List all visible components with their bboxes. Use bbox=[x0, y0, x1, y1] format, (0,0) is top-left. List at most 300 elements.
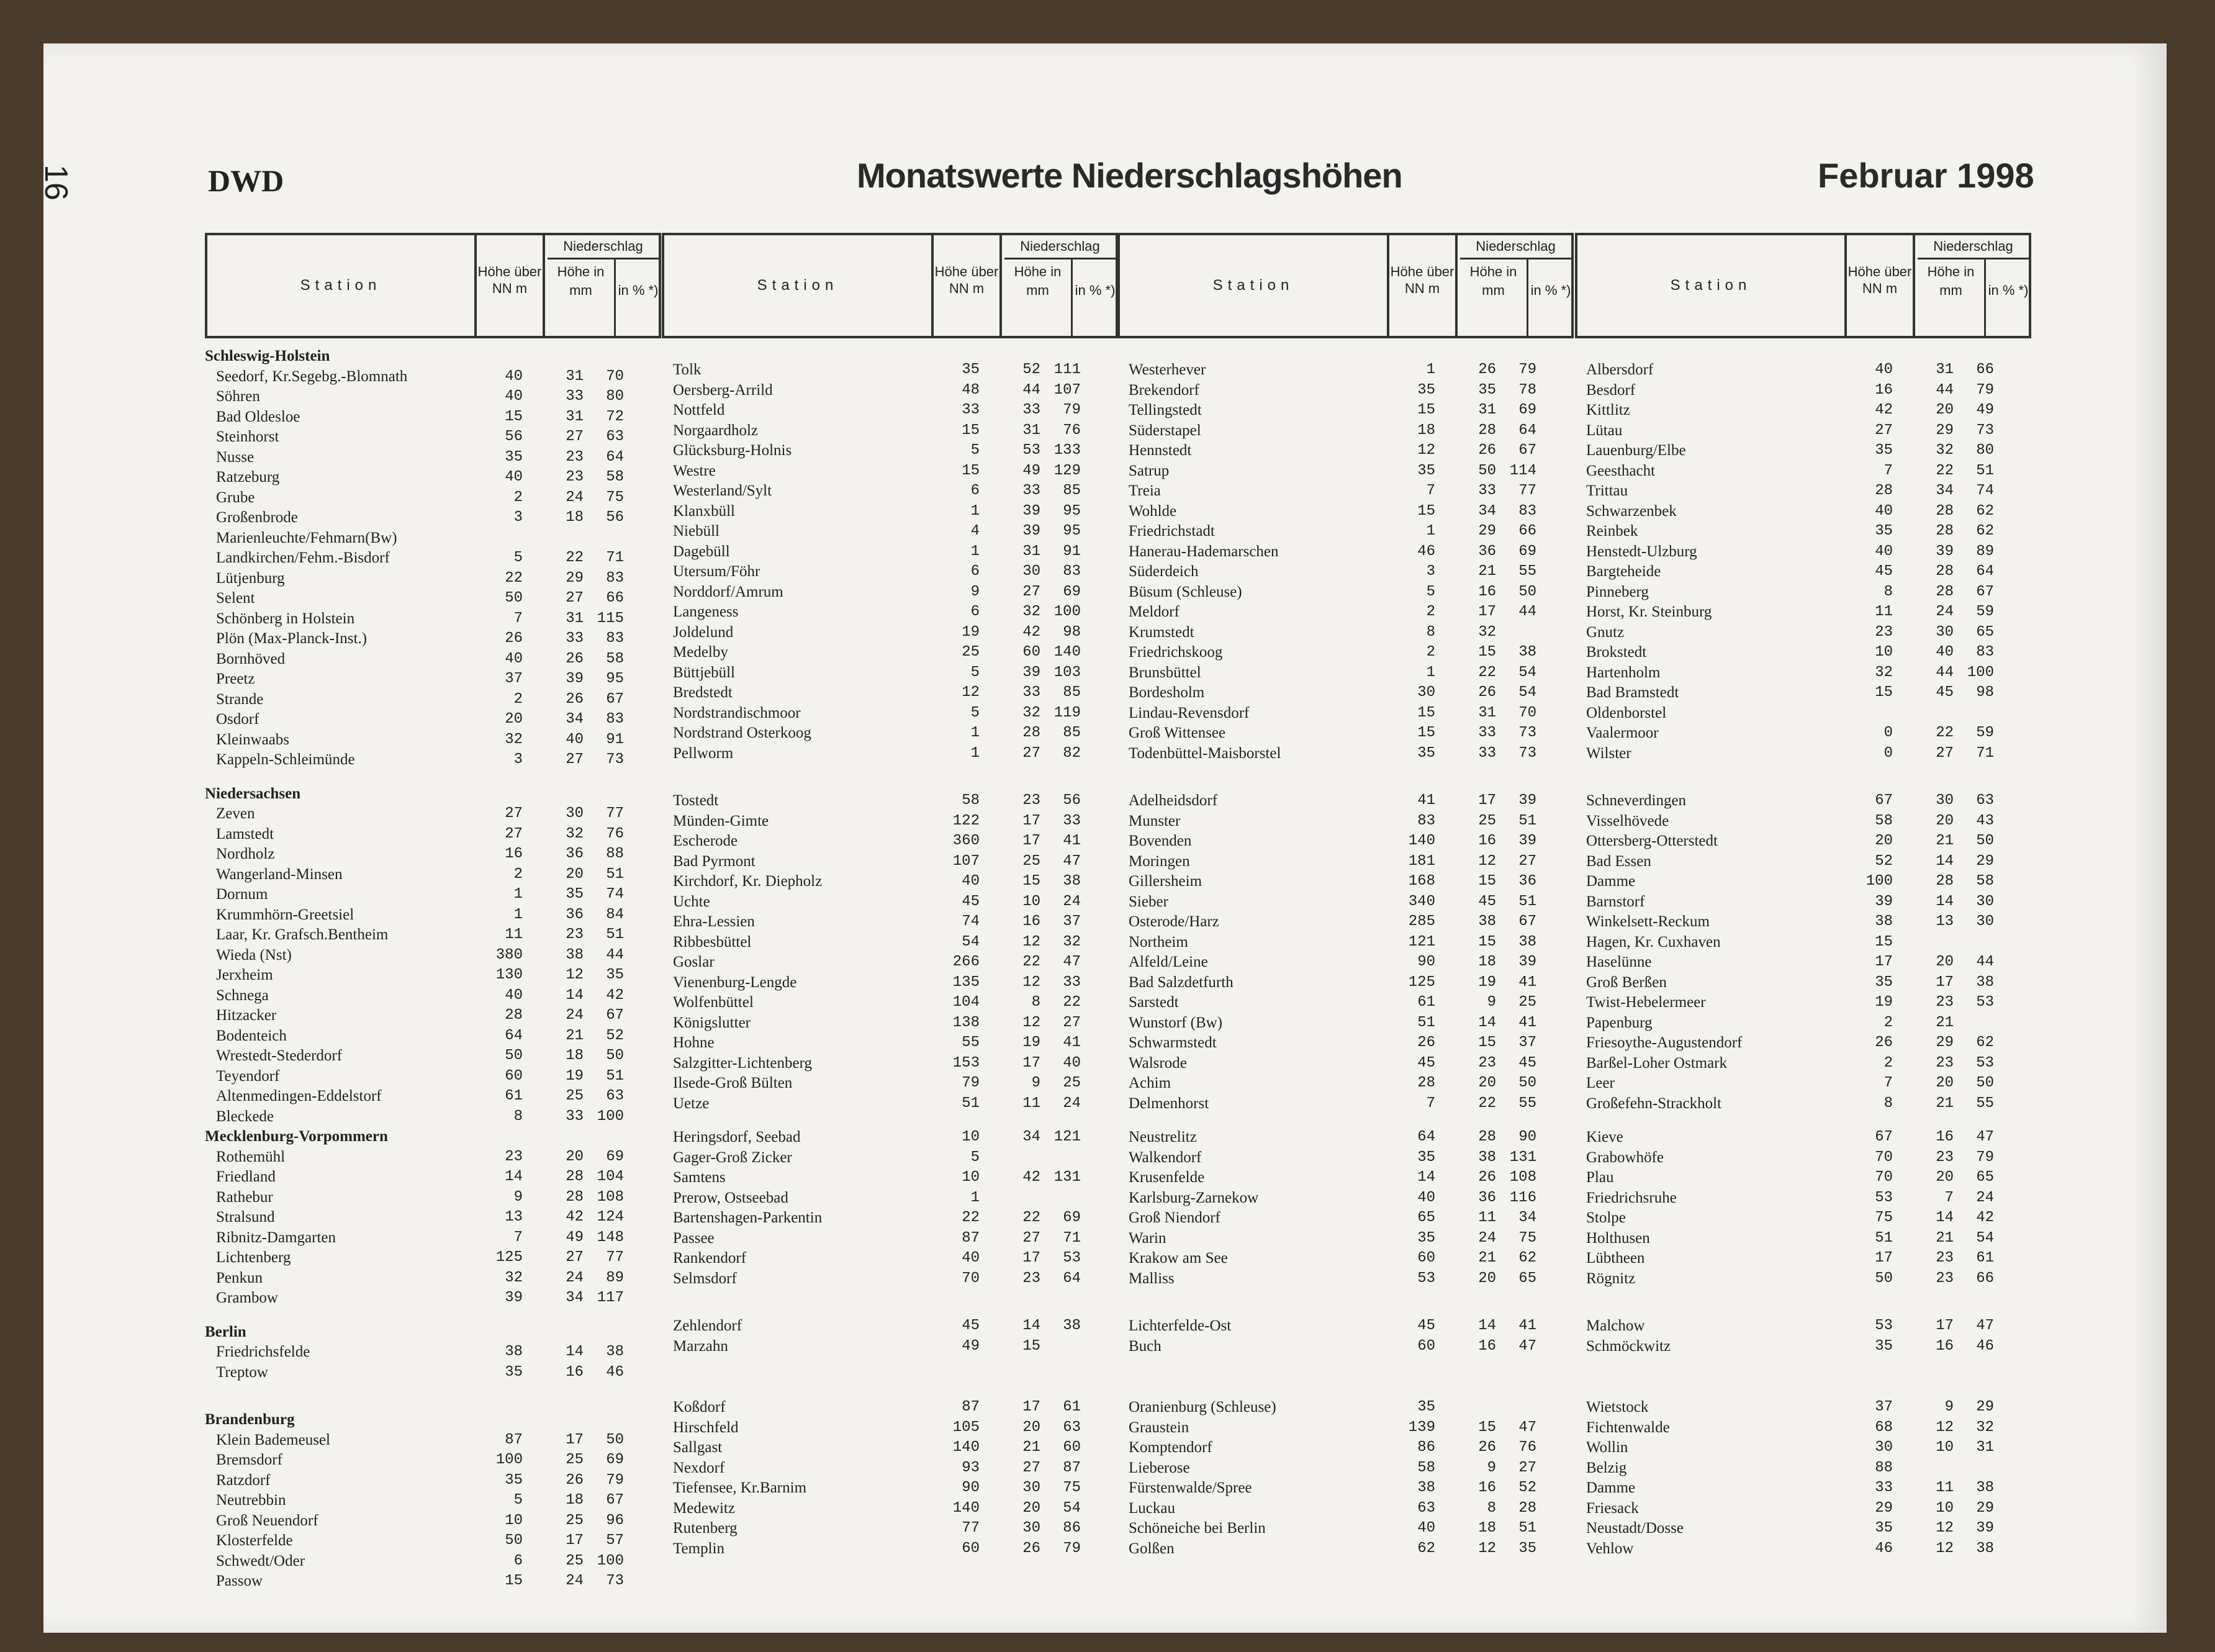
header-hoehe-nn: Höhe über NN m bbox=[477, 235, 545, 336]
hoehe-nn-value: 62 bbox=[1417, 1540, 1435, 1557]
niederschlag-pct-value: 29 bbox=[1976, 1499, 1994, 1517]
hoehe-nn-value: 35 bbox=[1875, 1337, 1893, 1355]
station-row bbox=[662, 482, 1118, 503]
hoehe-nn-value: 30 bbox=[1875, 1439, 1893, 1456]
station-name: Zehlendorf bbox=[673, 1317, 742, 1334]
niederschlag-pct-value: 38 bbox=[1518, 933, 1536, 950]
niederschlag-pct-value: 47 bbox=[1976, 1317, 1994, 1334]
station-row bbox=[1117, 1520, 1574, 1540]
station-row bbox=[1575, 1270, 2031, 1291]
niederschlag-pct-value: 77 bbox=[606, 805, 624, 822]
station-name: Wietstock bbox=[1586, 1399, 1649, 1415]
station-name: Osdorf bbox=[216, 711, 259, 728]
hoehe-nn-value: 9 bbox=[513, 1188, 523, 1206]
hoehe-nn-value: 1 bbox=[970, 543, 980, 560]
station-name: Trittau bbox=[1586, 482, 1628, 499]
niederschlag-mm-value: 28 bbox=[566, 1188, 584, 1206]
station-row bbox=[1575, 792, 2031, 813]
niederschlag-pct-value: 41 bbox=[1518, 1014, 1536, 1031]
station-row bbox=[1117, 1419, 1574, 1440]
region-heading bbox=[205, 1324, 661, 1344]
row-spacer bbox=[1575, 779, 2031, 792]
station-name: Fichtenwalde bbox=[1586, 1419, 1670, 1436]
hoehe-nn-value: 138 bbox=[952, 1014, 980, 1031]
hoehe-nn-value: 56 bbox=[505, 428, 523, 445]
station-name: Münden-Gimte bbox=[673, 812, 769, 829]
niederschlag-pct-value: 55 bbox=[1518, 1095, 1536, 1112]
niederschlag-pct-value: 39 bbox=[1976, 1520, 1994, 1537]
station-row bbox=[1117, 664, 1574, 685]
station-name: Plau bbox=[1586, 1169, 1614, 1186]
niederschlag-pct-value: 41 bbox=[1063, 833, 1081, 849]
hoehe-nn-value: 1 bbox=[970, 502, 980, 520]
hoehe-nn-value: 83 bbox=[1417, 812, 1435, 829]
region-name: Niedersachsen bbox=[205, 785, 301, 802]
hoehe-nn-value: 15 bbox=[1875, 933, 1893, 950]
station-row bbox=[662, 1014, 1118, 1035]
hoehe-nn-value: 15 bbox=[1417, 704, 1435, 721]
niederschlag-mm-value: 33 bbox=[1022, 482, 1040, 499]
station-row bbox=[1117, 853, 1574, 873]
station-row bbox=[1575, 523, 2031, 543]
header-in-percent: in % *) bbox=[1075, 282, 1116, 298]
station-name: Golßen bbox=[1129, 1540, 1175, 1557]
niederschlag-pct-value: 79 bbox=[1976, 381, 1994, 399]
niederschlag-pct-value: 75 bbox=[1518, 1229, 1536, 1247]
hoehe-nn-value: 37 bbox=[505, 670, 523, 687]
station-name: Strande bbox=[216, 690, 264, 708]
hoehe-nn-value: 52 bbox=[1875, 852, 1893, 870]
row-spacer bbox=[1575, 1304, 2031, 1317]
niederschlag-mm-value: 25 bbox=[566, 1451, 584, 1468]
niederschlag-mm-value: 16 bbox=[1478, 1337, 1496, 1355]
hoehe-nn-value: 0 bbox=[1883, 724, 1893, 741]
niederschlag-pct-value: 79 bbox=[1518, 361, 1536, 378]
station-row bbox=[205, 368, 661, 389]
niederschlag-mm-value: 29 bbox=[1936, 422, 1954, 439]
hoehe-nn-value: 51 bbox=[1875, 1229, 1893, 1247]
niederschlag-pct-value: 22 bbox=[1063, 994, 1081, 1011]
niederschlag-mm-value: 10 bbox=[1936, 1499, 1954, 1517]
niederschlag-pct-value: 55 bbox=[1518, 563, 1536, 580]
station-row bbox=[205, 670, 661, 691]
hoehe-nn-value: 48 bbox=[962, 381, 980, 399]
niederschlag-pct-value: 64 bbox=[1063, 1270, 1081, 1287]
niederschlag-pct-value: 53 bbox=[1976, 994, 1994, 1011]
hoehe-nn-value: 168 bbox=[1408, 873, 1435, 890]
station-row bbox=[1117, 994, 1574, 1014]
niederschlag-pct-value: 39 bbox=[1518, 954, 1536, 970]
niederschlag-mm-value: 15 bbox=[1478, 873, 1496, 890]
niederschlag-mm-value: 23 bbox=[1936, 1250, 1954, 1266]
niederschlag-mm-value: 33 bbox=[566, 388, 584, 405]
niederschlag-pct-value: 43 bbox=[1976, 812, 1994, 829]
station-row bbox=[205, 590, 661, 610]
niederschlag-mm-value: 25 bbox=[566, 1552, 584, 1569]
page-number: 16 bbox=[38, 165, 74, 201]
hoehe-nn-value: 107 bbox=[952, 852, 980, 870]
column-header-1 bbox=[205, 233, 661, 338]
niederschlag-mm-value: 14 bbox=[1936, 1209, 1954, 1226]
station-row bbox=[1117, 1129, 1574, 1149]
station-row bbox=[662, 873, 1118, 893]
station-name: Bodenteich bbox=[216, 1027, 287, 1044]
hoehe-nn-value: 1 bbox=[970, 1189, 980, 1206]
station-name: Prerow, Ostseebad bbox=[673, 1189, 788, 1206]
station-row bbox=[1575, 833, 2031, 853]
station-row bbox=[205, 1432, 661, 1452]
niederschlag-mm-value: 23 bbox=[1022, 792, 1040, 809]
niederschlag-mm-value: 28 bbox=[566, 1168, 584, 1185]
niederschlag-pct-value: 119 bbox=[1053, 704, 1081, 721]
hoehe-nn-value: 55 bbox=[962, 1034, 980, 1051]
station-name: Warin bbox=[1129, 1229, 1166, 1247]
station-row bbox=[1117, 584, 1574, 604]
station-row bbox=[205, 1532, 661, 1553]
station-row bbox=[662, 1250, 1118, 1270]
row-spacer bbox=[1117, 1115, 1574, 1129]
niederschlag-mm-value: 33 bbox=[1478, 724, 1496, 741]
niederschlag-pct-value: 98 bbox=[1063, 623, 1081, 641]
station-row bbox=[205, 1189, 661, 1209]
station-row bbox=[662, 361, 1118, 382]
hoehe-nn-value: 15 bbox=[505, 408, 523, 425]
hoehe-nn-value: 27 bbox=[505, 825, 523, 842]
station-name: Haselünne bbox=[1586, 954, 1652, 970]
station-row bbox=[1575, 684, 2031, 705]
hoehe-nn-value: 7 bbox=[1426, 482, 1435, 499]
niederschlag-pct-value: 62 bbox=[1976, 1034, 1994, 1051]
station-name: Teyendorf bbox=[216, 1067, 280, 1085]
niederschlag-mm-value: 28 bbox=[1936, 523, 1954, 539]
header-station: Station bbox=[664, 235, 934, 336]
station-row bbox=[205, 1168, 661, 1189]
niederschlag-pct-value: 62 bbox=[1976, 523, 1994, 539]
station-name: Lieberose bbox=[1129, 1459, 1190, 1476]
hoehe-nn-value: 2 bbox=[1883, 1014, 1893, 1031]
station-name: Schönberg in Holstein bbox=[216, 610, 355, 627]
niederschlag-pct-value: 24 bbox=[1063, 893, 1081, 910]
hoehe-nn-value: 5 bbox=[970, 442, 980, 459]
hoehe-nn-value: 42 bbox=[1875, 402, 1893, 418]
station-row bbox=[662, 1034, 1118, 1055]
station-row bbox=[662, 1270, 1118, 1291]
niederschlag-pct-value: 27 bbox=[1518, 852, 1536, 870]
station-name: Graustein bbox=[1129, 1419, 1189, 1436]
station-row bbox=[662, 745, 1118, 765]
niederschlag-pct-value: 38 bbox=[1976, 1540, 1994, 1557]
station-name: Holthusen bbox=[1586, 1229, 1650, 1247]
niederschlag-mm-value: 30 bbox=[1936, 792, 1954, 809]
niederschlag-mm-value: 22 bbox=[1478, 664, 1496, 681]
station-name: Schwedt/Oder bbox=[216, 1552, 305, 1569]
station-column-4 bbox=[1575, 348, 2031, 1560]
niederschlag-pct-value: 79 bbox=[1063, 1540, 1081, 1557]
station-name: Hanerau-Hademarschen bbox=[1129, 543, 1279, 560]
station-name: Preetz bbox=[216, 670, 255, 687]
station-name: Luckau bbox=[1129, 1499, 1175, 1517]
station-name: Friedrichstadt bbox=[1129, 523, 1215, 539]
hoehe-nn-value: 20 bbox=[1875, 833, 1893, 849]
niederschlag-mm-value: 14 bbox=[1022, 1317, 1040, 1334]
niederschlag-mm-value: 44 bbox=[1936, 664, 1954, 681]
station-row bbox=[1117, 1095, 1574, 1116]
niederschlag-pct-value: 91 bbox=[1063, 543, 1081, 560]
row-spacer bbox=[1575, 348, 2031, 361]
hoehe-nn-value: 15 bbox=[1417, 402, 1435, 418]
station-name: Niebüll bbox=[673, 523, 720, 539]
station-row bbox=[205, 967, 661, 987]
hoehe-nn-value: 26 bbox=[505, 630, 523, 647]
niederschlag-mm-value: 52 bbox=[1022, 361, 1040, 378]
niederschlag-mm-value: 12 bbox=[1936, 1520, 1954, 1537]
row-spacer bbox=[1117, 1290, 1574, 1304]
station-row bbox=[662, 644, 1118, 664]
niederschlag-pct-value: 89 bbox=[606, 1269, 624, 1286]
hoehe-nn-value: 20 bbox=[505, 711, 523, 728]
station-row bbox=[205, 947, 661, 967]
station-row bbox=[205, 691, 661, 711]
niederschlag-pct-value: 29 bbox=[1976, 852, 1994, 870]
niederschlag-pct-value: 27 bbox=[1518, 1459, 1536, 1476]
hoehe-nn-value: 105 bbox=[952, 1419, 980, 1436]
station-row bbox=[662, 1169, 1118, 1189]
niederschlag-mm-value: 36 bbox=[1478, 543, 1496, 560]
hoehe-nn-value: 15 bbox=[962, 422, 980, 439]
station-row bbox=[1575, 543, 2031, 564]
station-row bbox=[662, 1209, 1118, 1230]
niederschlag-mm-value: 33 bbox=[1478, 482, 1496, 499]
niederschlag-pct-value: 47 bbox=[1063, 954, 1081, 970]
hoehe-nn-value: 50 bbox=[505, 1047, 523, 1064]
niederschlag-pct-value: 29 bbox=[1976, 1399, 1994, 1415]
station-row bbox=[205, 1573, 661, 1593]
station-row bbox=[1117, 792, 1574, 813]
station-row bbox=[1575, 705, 2031, 725]
row-spacer bbox=[205, 772, 661, 785]
station-row bbox=[1117, 361, 1574, 382]
station-name: Selmsdorf bbox=[673, 1270, 737, 1287]
niederschlag-pct-value: 42 bbox=[606, 986, 624, 1004]
station-row bbox=[662, 603, 1118, 624]
station-row bbox=[205, 530, 661, 550]
niederschlag-mm-value: 33 bbox=[566, 630, 584, 647]
hoehe-nn-value: 6 bbox=[513, 1552, 523, 1569]
hoehe-nn-value: 8 bbox=[513, 1108, 523, 1125]
hoehe-nn-value: 29 bbox=[1875, 1499, 1893, 1517]
station-name: Schwarmstedt bbox=[1129, 1034, 1217, 1051]
station-row bbox=[662, 1055, 1118, 1075]
station-name: Büttjebüll bbox=[673, 664, 735, 681]
region-heading bbox=[205, 785, 661, 806]
niederschlag-pct-value: 64 bbox=[1976, 563, 1994, 580]
hoehe-nn-value: 5 bbox=[513, 549, 523, 566]
station-name: Uchte bbox=[673, 893, 710, 910]
station-name: Buch bbox=[1129, 1337, 1162, 1355]
niederschlag-pct-value: 54 bbox=[1518, 664, 1536, 681]
niederschlag-pct-value: 66 bbox=[1518, 523, 1536, 539]
station-name: Wohlde bbox=[1129, 502, 1177, 520]
station-name: Marzahn bbox=[673, 1337, 728, 1355]
station-row bbox=[1117, 913, 1574, 934]
row-spacer bbox=[662, 1358, 1118, 1371]
hoehe-nn-value: 340 bbox=[1408, 893, 1435, 910]
station-row bbox=[662, 1540, 1118, 1561]
niederschlag-mm-value: 22 bbox=[1936, 462, 1954, 479]
station-name: Wunstorf (Bw) bbox=[1129, 1014, 1223, 1031]
row-spacer bbox=[662, 1304, 1118, 1317]
hoehe-nn-value: 35 bbox=[1417, 1399, 1435, 1415]
niederschlag-mm-value: 17 bbox=[1478, 603, 1496, 620]
station-row bbox=[1117, 1034, 1574, 1055]
hoehe-nn-value: 3 bbox=[513, 509, 523, 526]
header-station: Station bbox=[1577, 235, 1847, 336]
niederschlag-pct-value: 83 bbox=[1976, 644, 1994, 661]
hoehe-nn-value: 0 bbox=[1883, 744, 1893, 762]
station-name: Friedrichsruhe bbox=[1586, 1189, 1677, 1206]
station-name: Oranienburg (Schleuse) bbox=[1129, 1399, 1276, 1415]
station-name: Medelby bbox=[673, 644, 728, 661]
hoehe-nn-value: 33 bbox=[962, 402, 980, 418]
niederschlag-mm-value: 40 bbox=[566, 731, 584, 748]
hoehe-nn-value: 28 bbox=[505, 1007, 523, 1024]
niederschlag-mm-value: 20 bbox=[566, 1148, 584, 1165]
hoehe-nn-value: 5 bbox=[513, 1492, 523, 1509]
station-name: Dagebüll bbox=[673, 543, 730, 560]
niederschlag-mm-value: 30 bbox=[566, 805, 584, 822]
station-name: Henstedt-Ulzburg bbox=[1586, 543, 1697, 560]
station-name: Passow bbox=[216, 1573, 263, 1589]
station-name: Bad Salzdetfurth bbox=[1129, 973, 1234, 991]
niederschlag-mm-value: 22 bbox=[1022, 1209, 1040, 1226]
niederschlag-mm-value: 17 bbox=[1022, 812, 1040, 829]
station-name: Nordholz bbox=[216, 846, 275, 862]
station-row bbox=[662, 1500, 1118, 1520]
station-name: Dornum bbox=[216, 886, 268, 903]
niederschlag-mm-value: 32 bbox=[1022, 603, 1040, 620]
niederschlag-mm-value: 22 bbox=[1936, 724, 1954, 741]
station-name: Vienenburg-Lengde bbox=[673, 973, 797, 991]
station-name: Hartenholm bbox=[1586, 664, 1661, 681]
niederschlag-pct-value: 59 bbox=[1976, 724, 1994, 741]
station-name: Grabowhöfe bbox=[1586, 1149, 1664, 1166]
hoehe-nn-value: 8 bbox=[1883, 583, 1893, 600]
station-row bbox=[1575, 422, 2031, 443]
niederschlag-mm-value: 22 bbox=[1022, 954, 1040, 970]
station-name: Steinhorst bbox=[216, 428, 279, 445]
station-row bbox=[662, 1479, 1118, 1500]
niederschlag-pct-value: 46 bbox=[606, 1363, 624, 1381]
hoehe-nn-value: 35 bbox=[1417, 462, 1435, 479]
hoehe-nn-value: 67 bbox=[1875, 792, 1893, 809]
station-row bbox=[1117, 1014, 1574, 1035]
station-row bbox=[1117, 503, 1574, 523]
station-row bbox=[1117, 543, 1574, 564]
station-name: Reinbek bbox=[1586, 523, 1638, 539]
niederschlag-mm-value: 27 bbox=[1022, 744, 1040, 762]
header-hoehe-nn: Höhe über NN m bbox=[934, 235, 1002, 336]
niederschlag-mm-value: 45 bbox=[1936, 684, 1954, 701]
niederschlag-pct-value: 44 bbox=[606, 946, 624, 964]
niederschlag-pct-value: 131 bbox=[1053, 1169, 1081, 1186]
region-heading bbox=[205, 1128, 661, 1149]
header-left: DWD bbox=[208, 163, 284, 198]
niederschlag-mm-value: 30 bbox=[1936, 623, 1954, 641]
niederschlag-mm-value: 20 bbox=[1936, 1075, 1954, 1091]
hoehe-nn-value: 60 bbox=[505, 1067, 523, 1085]
niederschlag-pct-value: 89 bbox=[1976, 543, 1994, 560]
station-name: Stolpe bbox=[1586, 1209, 1626, 1226]
niederschlag-mm-value: 31 bbox=[1022, 422, 1040, 439]
station-row bbox=[1117, 1500, 1574, 1520]
station-name: Westerland/Sylt bbox=[673, 482, 772, 499]
station-row bbox=[1117, 442, 1574, 463]
station-name: Pinneberg bbox=[1586, 583, 1649, 600]
niederschlag-mm-value: 12 bbox=[1478, 1540, 1496, 1557]
niederschlag-pct-value: 33 bbox=[1063, 973, 1081, 991]
niederschlag-pct-value: 115 bbox=[597, 610, 624, 627]
station-name: Lütjenburg bbox=[216, 569, 285, 587]
station-row bbox=[205, 926, 661, 947]
station-row bbox=[1575, 1399, 2031, 1419]
station-name: Templin bbox=[673, 1540, 724, 1557]
station-name: Escherode bbox=[673, 833, 738, 849]
hoehe-nn-value: 32 bbox=[1875, 664, 1893, 681]
hoehe-nn-value: 35 bbox=[1417, 744, 1435, 762]
hoehe-nn-value: 87 bbox=[962, 1229, 980, 1247]
niederschlag-mm-value: 44 bbox=[1936, 381, 1954, 399]
niederschlag-mm-value: 21 bbox=[1478, 563, 1496, 580]
station-row bbox=[205, 1209, 661, 1229]
station-row bbox=[1117, 422, 1574, 443]
hoehe-nn-value: 87 bbox=[962, 1399, 980, 1415]
niederschlag-mm-value: 32 bbox=[566, 825, 584, 842]
niederschlag-pct-value: 38 bbox=[1063, 1317, 1081, 1334]
station-row bbox=[1575, 382, 2031, 402]
niederschlag-mm-value: 26 bbox=[1022, 1540, 1040, 1557]
niederschlag-pct-value: 53 bbox=[1976, 1054, 1994, 1072]
niederschlag-pct-value: 103 bbox=[1053, 664, 1081, 681]
station-name: Klosterfelde bbox=[216, 1532, 293, 1549]
niederschlag-mm-value: 10 bbox=[1022, 893, 1040, 910]
hoehe-nn-value: 3 bbox=[1426, 563, 1435, 580]
niederschlag-pct-value: 140 bbox=[1053, 644, 1081, 661]
niederschlag-pct-value: 73 bbox=[1518, 724, 1536, 741]
station-name: Krusenfelde bbox=[1129, 1169, 1205, 1186]
hoehe-nn-value: 130 bbox=[495, 967, 523, 983]
niederschlag-mm-value: 33 bbox=[566, 1108, 584, 1125]
station-name: Neustrelitz bbox=[1129, 1129, 1197, 1145]
hoehe-nn-value: 77 bbox=[962, 1520, 980, 1537]
niederschlag-mm-value: 45 bbox=[1478, 893, 1496, 910]
station-row bbox=[662, 792, 1118, 813]
niederschlag-pct-value: 95 bbox=[606, 670, 624, 687]
station-row bbox=[1117, 833, 1574, 853]
niederschlag-pct-value: 32 bbox=[1976, 1419, 1994, 1436]
station-name: Papenburg bbox=[1586, 1014, 1653, 1031]
niederschlag-mm-value: 26 bbox=[1478, 1439, 1496, 1456]
station-name: Friesoythe-Augustendorf bbox=[1586, 1034, 1743, 1051]
niederschlag-mm-value: 20 bbox=[1022, 1499, 1040, 1517]
station-name: Tellingstedt bbox=[1129, 402, 1202, 418]
station-row bbox=[205, 1068, 661, 1088]
hoehe-nn-value: 39 bbox=[1875, 893, 1893, 910]
niederschlag-mm-value: 25 bbox=[566, 1512, 584, 1529]
hoehe-nn-value: 40 bbox=[1875, 543, 1893, 560]
hoehe-nn-value: 33 bbox=[1875, 1479, 1893, 1496]
hoehe-nn-value: 6 bbox=[970, 482, 980, 499]
station-row bbox=[1575, 745, 2031, 765]
